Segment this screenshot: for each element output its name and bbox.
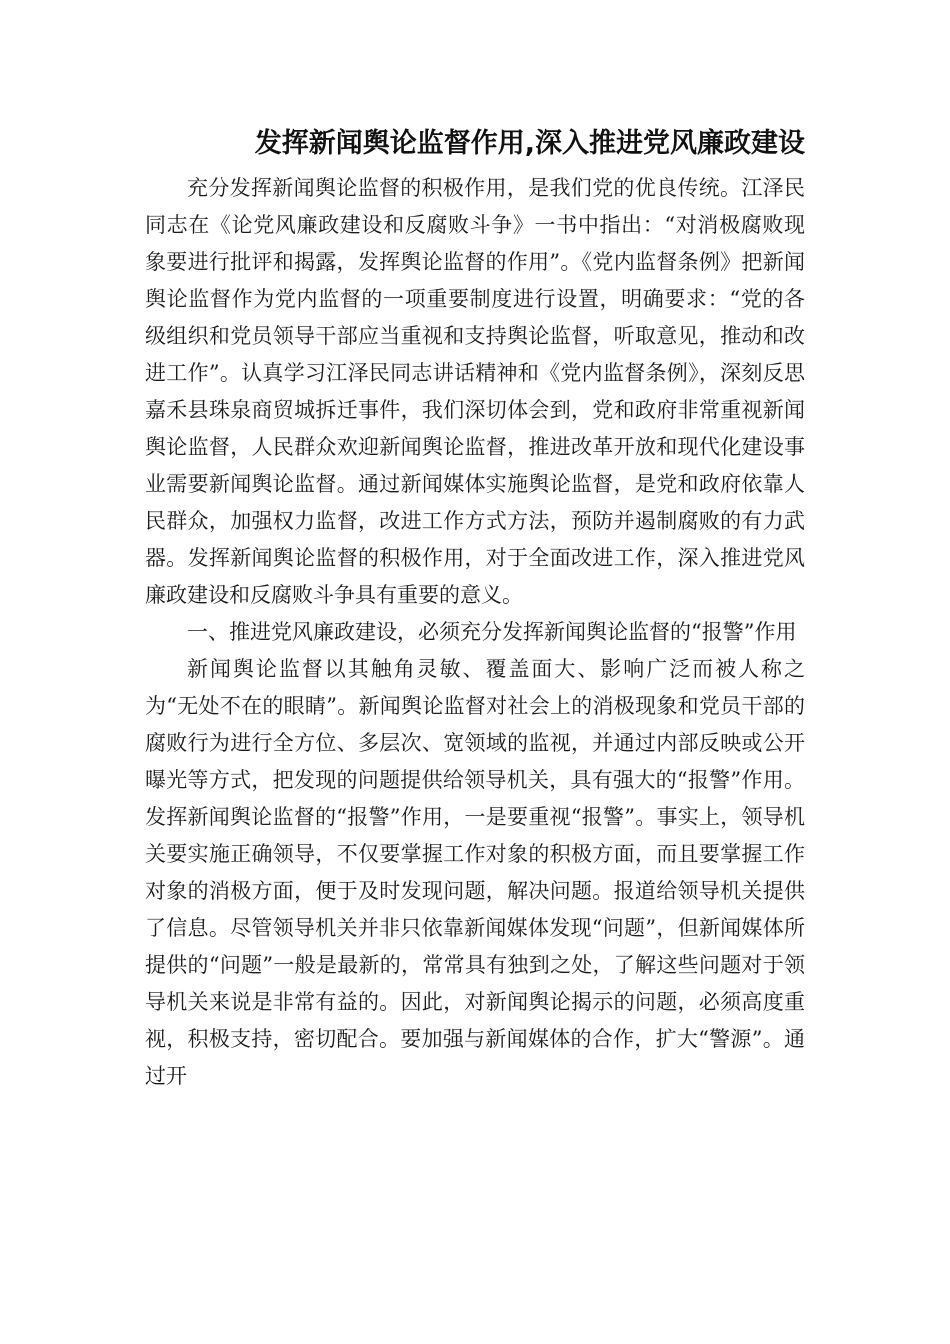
document-body bbox=[145, 170, 805, 1095]
section-heading-1: 一、推进党风廉政建设，必须充分发挥新闻舆论监督的“报警”作用 bbox=[187, 620, 797, 644]
paragraph-section-1: 新闻舆论监督以其触角灵敏、覆盖面大、影响广泛而被人称之为“无处不在的眼睛”。新闻舆论监督对社会上的消极现象和党员干部的腐败行为进行全方位、多层次、宽领域的监视，并通过内部反映或公开曝光等方式，把发现的问题提供给领导机关，具有强大的“报警”作用。发挥新闻舆论监督的“报警”作用，一是要重视“报警”。事实上，领导机关要实施正确领导，不仅要掌握工作对象的积极方面，而且要掌握工作对象的消极方面，便于及时发现问题，解决问题。报道给领导机关提供了信息。尽管领导机关并非只依靠新闻媒体发现“问题”，但新闻媒体所提供的“问题”一般是最新的，常常具有独到之处，了解这些问题对于领导机关来说是非常有益的。因此，对新闻舆论揭示的问题，必须高度重视，积极支持，密切配合。要加强与新闻媒体的合作，扩大“警源”。通过开 bbox=[145, 657, 805, 1088]
document-title: 发挥新闻舆论监督作用,深入推进党风廉政建设 bbox=[254, 128, 805, 159]
paragraph-intro: 充分发挥新闻舆论监督的积极作用，是我们党的优良传统。江泽民同志在《论党风廉政建设和反腐败斗争》一书中指出：“对消极腐败现象要进行批评和揭露，发挥舆论监督的作用”。《党内监督条例》把新闻舆论监督作为党内监督的一项重要制度进行设置，明确要求：“党的各级组织和党员领导干部应当重视和支持舆论监督，听取意见，推动和改进工作”。认真学习江泽民同志讲话精神和《党内监督条例》，深刻反思嘉禾县珠泉商贸城拆迁事件，我们深切体会到，党和政府非常重视新闻舆论监督，人民群众欢迎新闻舆论监督，推进改革开放和现代化建设事业需要新闻舆论监督。通过新闻媒体实施舆论监督，是党和政府依靠人民群众，加强权力监督，改进工作方式方法，预防并遏制腐败的有力武器。发挥新闻舆论监督的积极作用，对于全面改进工作，深入推进党风廉政建设和反腐败斗争具有重要的意义。 bbox=[145, 176, 805, 607]
